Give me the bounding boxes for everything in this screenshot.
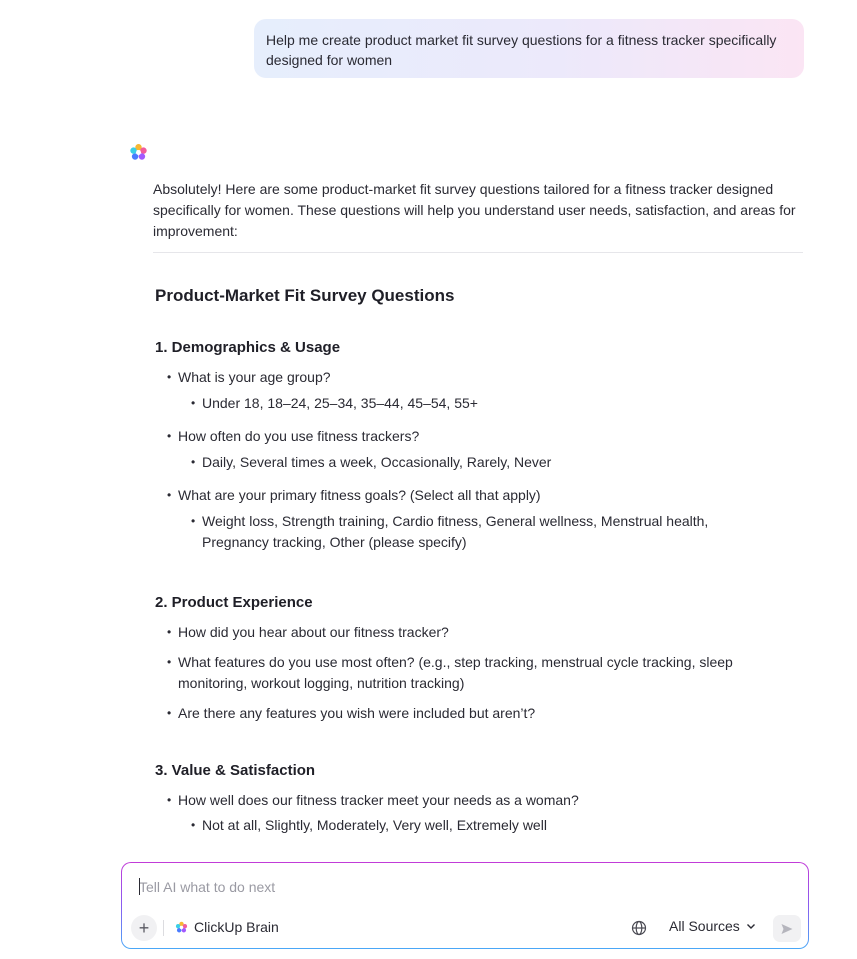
- question-item: • How well does our fitness tracker meet your needs as a woman?: [167, 792, 579, 808]
- model-selector[interactable]: [175, 919, 279, 935]
- question-item: • What are your primary fitness goals? (Select all that apply): [167, 487, 541, 503]
- divider: [153, 252, 803, 253]
- model-label: ClickUp Brain: [194, 919, 279, 935]
- chevron-down-icon: [746, 921, 756, 931]
- send-button[interactable]: [773, 915, 801, 942]
- survey-title: Product-Market Fit Survey Questions: [155, 286, 455, 305]
- clickup-brain-logo-icon: [129, 143, 148, 162]
- answer-options: • Under 18, 18–24, 25–34, 35–44, 45–54, 55+: [191, 395, 478, 411]
- question-item: • Are there any features you wish were included but aren’t?: [167, 705, 536, 721]
- section-heading: 1. Demographics & Usage: [155, 339, 341, 356]
- clickup-brain-logo-icon: [175, 921, 188, 934]
- question-item: • How did you hear about our fitness tracker?: [167, 624, 449, 640]
- section-heading: 3. Value & Satisfaction: [155, 762, 316, 779]
- response-intro: Absolutely! Here are some product-market fit survey questions tailored for a fitness tracker designed specifically for women. These questions will help you understand user needs, satisfaction, and areas for improvement:: [153, 181, 796, 239]
- sources-dropdown[interactable]: [669, 918, 756, 934]
- plus-icon: +: [138, 918, 150, 938]
- send-icon: [780, 922, 794, 936]
- answer-options: • Not at all, Slightly, Moderately, Very well, Extremely well: [191, 817, 547, 833]
- question-item: • What features do you use most often? (e.g., step tracking, menstrual cycle tracking, sleep monitoring, workout logging, nutrition tracking): [167, 654, 733, 691]
- answer-options: • Daily, Several times a week, Occasionally, Rarely, Never: [191, 454, 552, 470]
- text-caret: [139, 878, 140, 895]
- globe-icon[interactable]: [630, 919, 648, 937]
- question-item: • How often do you use fitness trackers?: [167, 428, 420, 444]
- prompt-input[interactable]: [139, 877, 779, 897]
- sources-label: All Sources: [669, 918, 740, 934]
- divider: [163, 920, 164, 936]
- question-item: • What is your age group?: [167, 369, 331, 385]
- user-message-bubble: [254, 19, 804, 78]
- add-attachment-button[interactable]: [131, 915, 157, 941]
- assistant-response: [153, 179, 805, 253]
- ai-composer: [121, 862, 809, 949]
- user-message-text: Help me create product market fit survey questions for a fitness tracker specifically designed for women: [266, 32, 777, 68]
- answer-options: • Weight loss, Strength training, Cardio fitness, General wellness, Menstrual health, Pregnancy tracking, Other (please specify): [191, 513, 709, 550]
- section-heading: 2. Product Experience: [155, 594, 313, 611]
